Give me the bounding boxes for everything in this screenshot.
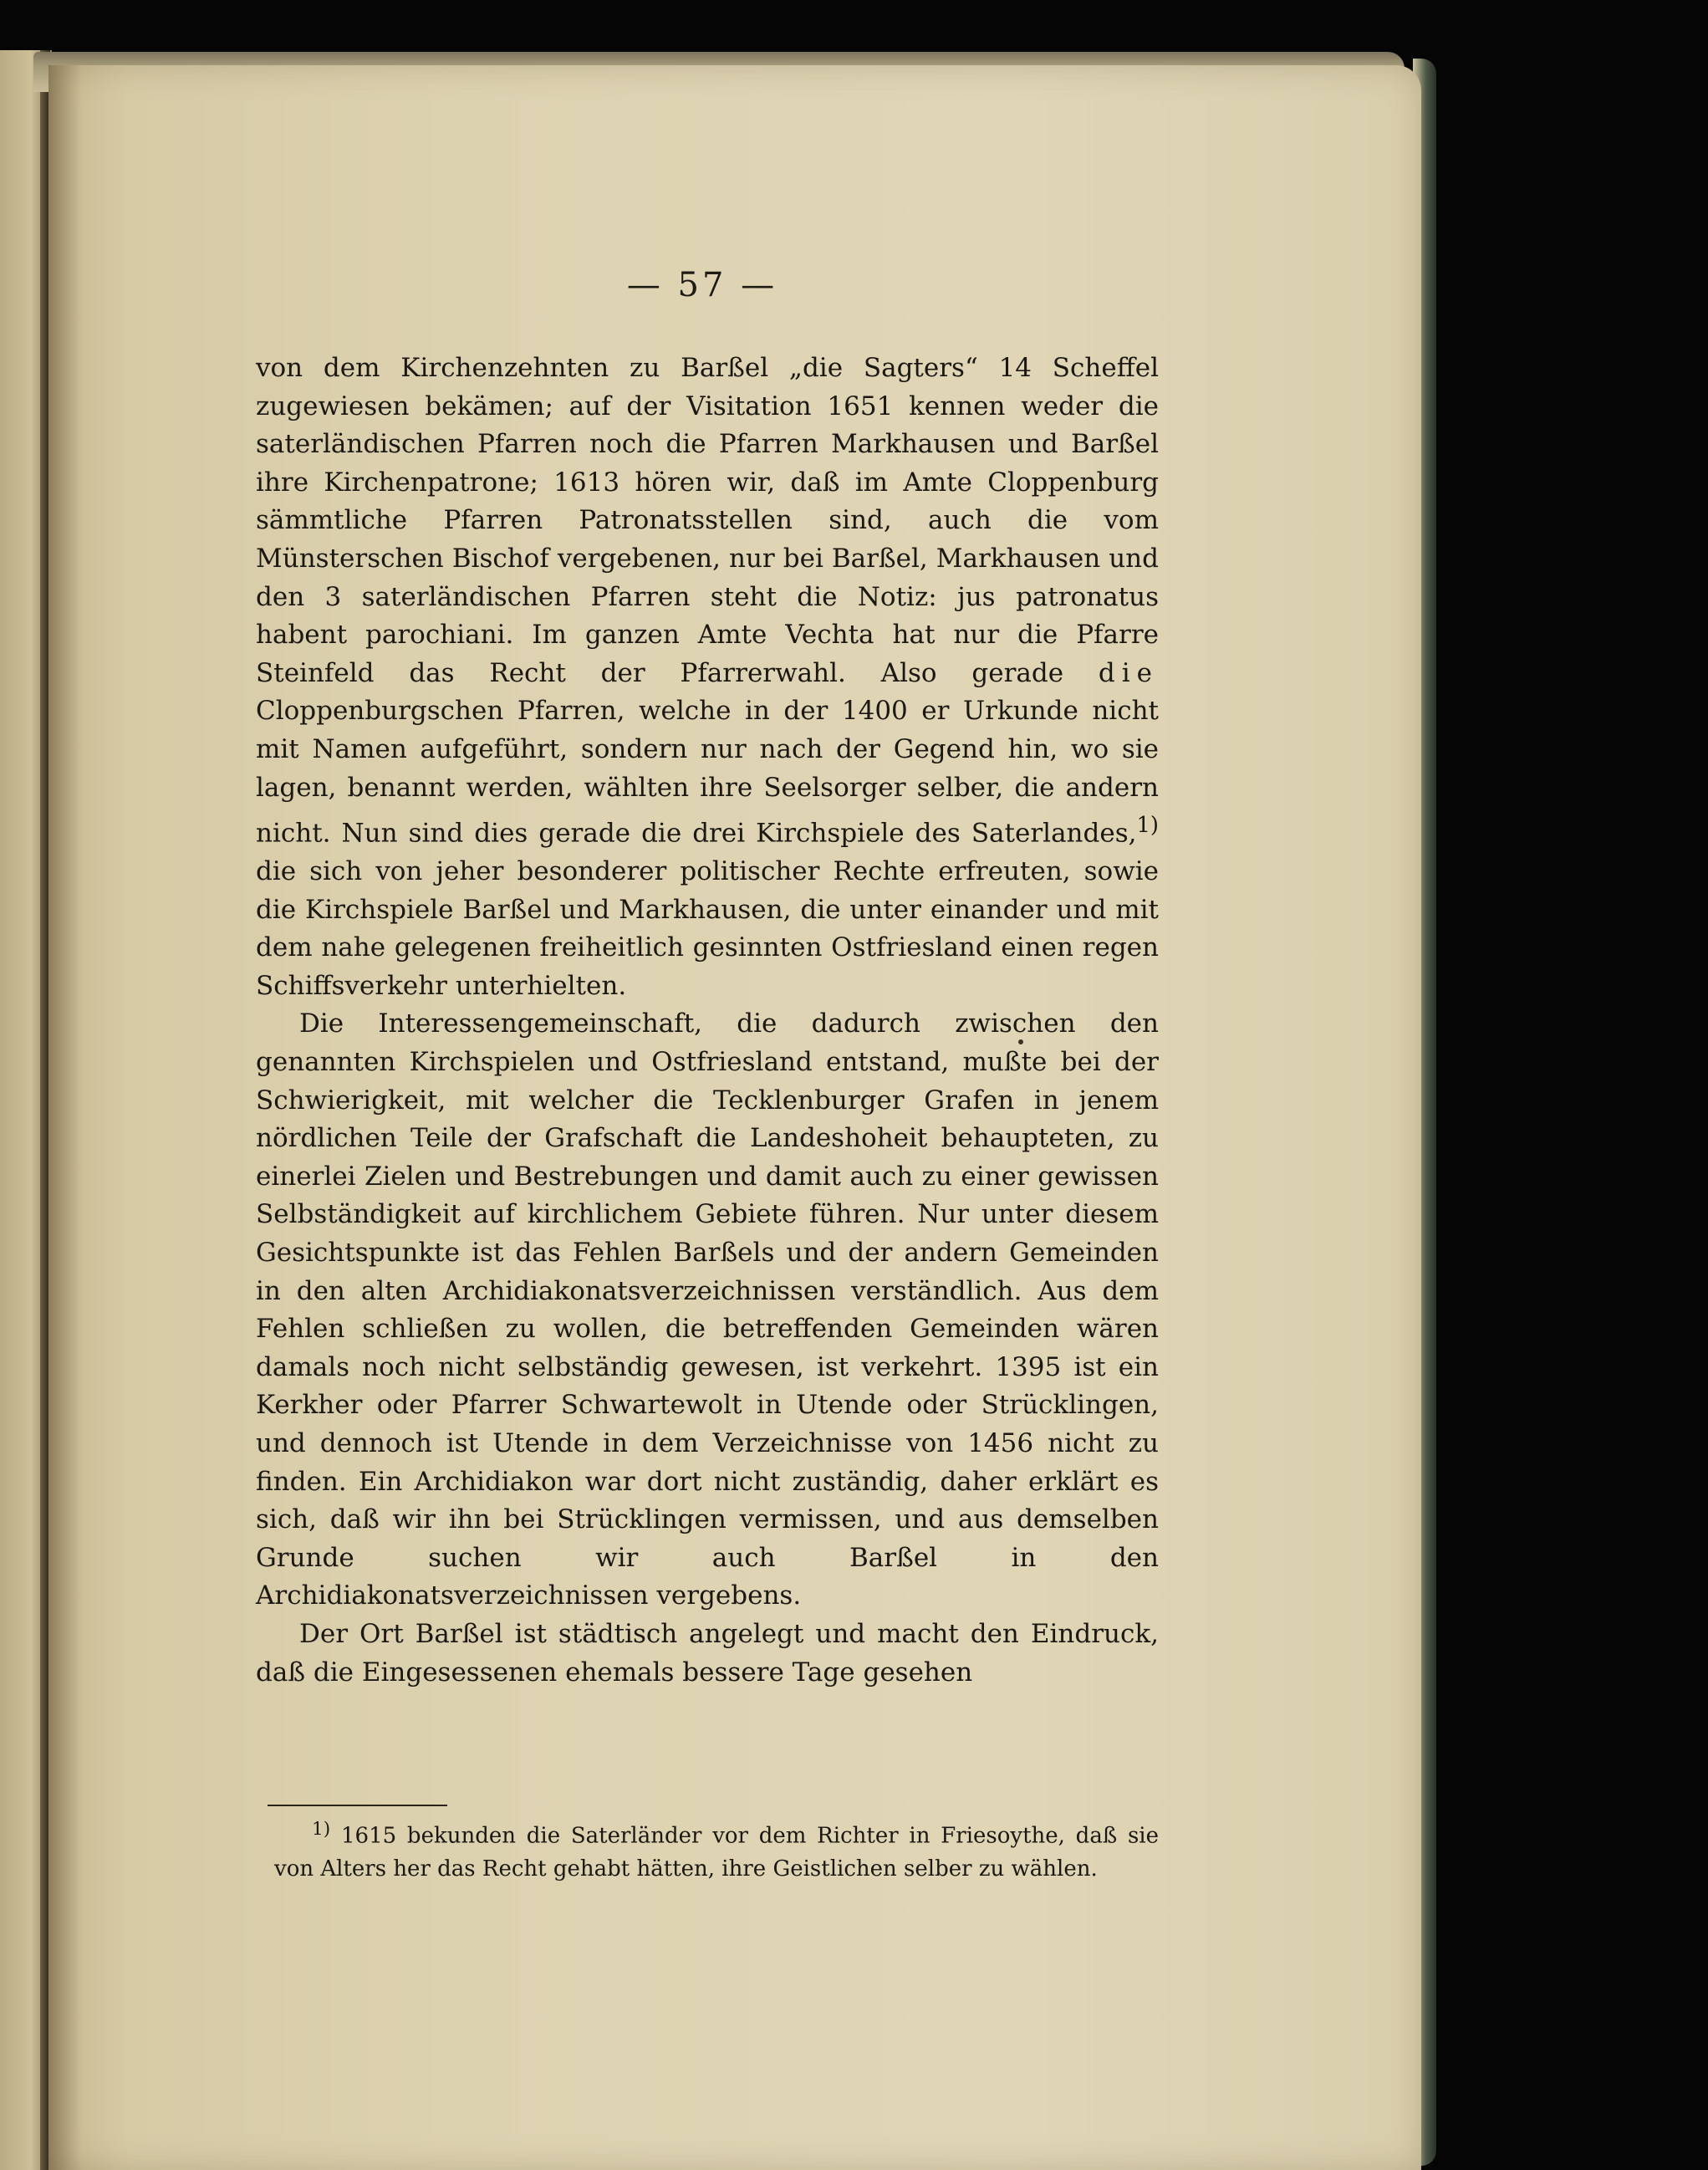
footnote-text: 1615 bekunden die Saterländer vor dem Richter in Friesoythe, daß sie von Alters her das Recht gehabt hätten, ihre Geistlichen selber zu wählen. (274, 1823, 1159, 1882)
footnote (274, 1813, 1159, 1886)
paragraph-1-end: die sich von jeher besonderer politischer Rechte erfreuten, sowie die Kirchspiele Barßel und Markhausen, die unter einander und mit dem nahe gelegenen freiheitlich gesinnten Ostfriesland einen regen Schiffsverkehr unterhielten. (256, 856, 1159, 1001)
paragraph-1 (256, 350, 1159, 1005)
gutter-shadow (48, 65, 82, 2170)
paragraph-1-start: von dem Kirchenzehnten zu Barßel „die Sagters“ 14 Scheffel zugewiesen bekämen; auf der Visitation 1651 kennen weder die saterländischen Pfarren noch die Pfarren Markhausen und Barßel ihre Kirchenpatrone; 1613 hören wir, daß im Amte Cloppenburg sämmtliche Pfarren Patronatsstellen sind, auch die vom Münsterschen Bischof vergebenen, nur bei Barßel, Markhausen und den 3 saterländischen Pfarren steht die Notiz: jus patronatus habent parochiani. Im ganzen Amte Vechta hat nur die Pfarre Steinfeld das Recht der Pfarrerwahl. Also gerade (256, 353, 1159, 688)
main-text (256, 350, 1159, 1692)
footnote-divider (268, 1805, 447, 1806)
paragraph-3: Der Ort Barßel ist städtisch angelegt und macht den Eindruck, daß die Eingesessenen ehemals bessere Tage gesehen (256, 1618, 1159, 1687)
footnote-marker: 1) (312, 1819, 331, 1840)
emphasized-word: die (1098, 657, 1159, 688)
paragraph-2: Die Interessengemeinschaft, die dadurch zwischen den genannten Kirchspielen und Ostfriesland entstand, mußte bei der Schwierigkeit, mit welcher die Tecklenburger Grafen in jenem nördlichen Teile der Grafschaft die Landeshoheit behaupteten, zu einerlei Zielen und Bestrebungen und damit auch zu einer gewissen Selbständigkeit auf kirchlichem Gebiete führen. Nur unter diesem Gesichtspunkte ist das Fehlen Barßels und der andern Gemeinden in den alten Archidiakonatsverzeichnissen verständlich. Aus dem Fehlen schließen zu wollen, die betreffenden Gemeinden wären damals noch nicht selbständig gewesen, ist verkehrt. 1395 ist ein Kerkher oder Pfarrer Schwartewolt in Utende oder Strücklingen, und dennoch ist Utende in dem Verzeichnisse von 1456 nicht zu finden. Ein Archidiakon war dort nicht zuständig, daher erklärt es sich, daß wir ihn bei Strücklingen vermissen, und aus demselben Grunde suchen wir auch Barßel in den Archidiakonatsverzeichnissen vergebens. (256, 1008, 1159, 1611)
paragraph-1-middle: Cloppenburgschen Pfarren, welche in der 1400 er Urkunde nicht mit Namen aufgeführt, sondern nur nach der Gegend hin, wo sie lagen, benannt werden, wählten ihre Seelsorger selber, die andern nicht. Nun sind dies gerade die drei Kirchspiele des Saterlandes, (256, 696, 1159, 849)
page-number: — 57 — (626, 266, 778, 304)
print-speck (1018, 1039, 1023, 1044)
footnote-reference: 1) (1136, 813, 1159, 839)
